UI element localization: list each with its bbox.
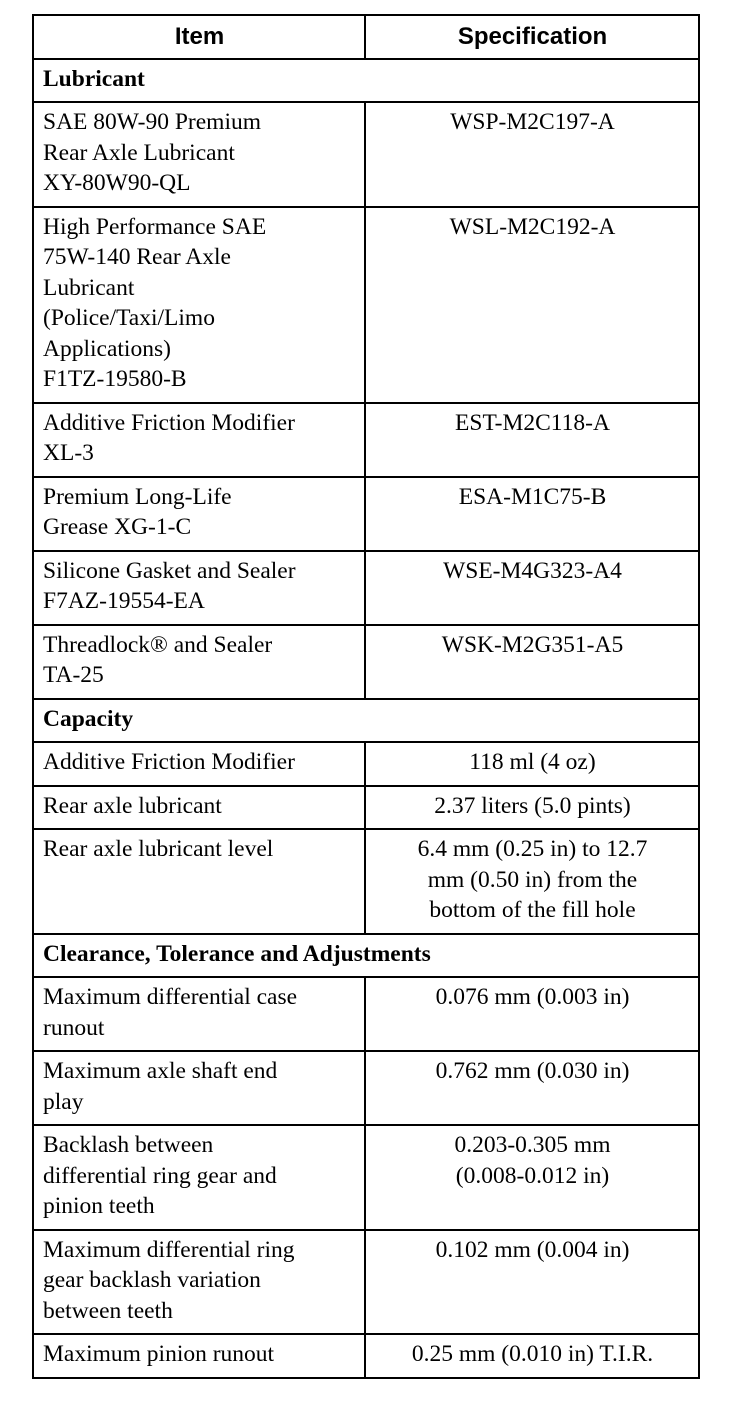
- header-row: [33, 15, 699, 59]
- table-row: [33, 625, 699, 699]
- item-cell: SAE 80W-90 Premium Rear Axle Lubricant XY-80W90-QL: [33, 102, 365, 207]
- specification-cell: 0.25 mm (0.010 in) T.I.R.: [365, 1334, 699, 1378]
- table-body: [33, 59, 699, 1378]
- table-row: [33, 1230, 699, 1335]
- table-row: [33, 207, 699, 403]
- item-cell: Maximum differential case runout: [33, 977, 365, 1051]
- item-cell: Maximum axle shaft end play: [33, 1051, 365, 1125]
- specification-cell: ESA-M1C75-B: [365, 477, 699, 551]
- item-cell: High Performance SAE 75W-140 Rear Axle Lubricant (Police/Taxi/Limo Applications) F1TZ-19580-B: [33, 207, 365, 403]
- table-row: [33, 1125, 699, 1230]
- table-row: [33, 551, 699, 625]
- specification-cell: 0.076 mm (0.003 in): [365, 977, 699, 1051]
- table-row: [33, 477, 699, 551]
- specification-cell: EST-M2C118-A: [365, 403, 699, 477]
- item-cell: Silicone Gasket and Sealer F7AZ-19554-EA: [33, 551, 365, 625]
- item-cell: Maximum differential ring gear backlash variation between teeth: [33, 1230, 365, 1335]
- item-cell: Rear axle lubricant: [33, 786, 365, 830]
- item-cell: Additive Friction Modifier XL-3: [33, 403, 365, 477]
- table-row: [33, 1334, 699, 1378]
- table-header: [33, 15, 699, 59]
- table-row: [33, 786, 699, 830]
- table-row: [33, 1051, 699, 1125]
- table-row: [33, 829, 699, 934]
- item-cell: Additive Friction Modifier: [33, 742, 365, 786]
- item-column-header: Item: [33, 15, 365, 59]
- specification-cell: 2.37 liters (5.0 pints): [365, 786, 699, 830]
- section-row-capacity: [33, 699, 699, 743]
- specification-cell: WSE-M4G323-A4: [365, 551, 699, 625]
- table-row: [33, 977, 699, 1051]
- section-row-clearance-tolerance-and-adjustments: [33, 934, 699, 978]
- table-row: [33, 403, 699, 477]
- table-row: [33, 742, 699, 786]
- specification-table: [32, 14, 700, 1379]
- specification-cell: WSP-M2C197-A: [365, 102, 699, 207]
- item-cell: Threadlock® and Sealer TA-25: [33, 625, 365, 699]
- specification-cell: WSK-M2G351-A5: [365, 625, 699, 699]
- item-cell: Rear axle lubricant level: [33, 829, 365, 934]
- specification-cell: 118 ml (4 oz): [365, 742, 699, 786]
- section-row-lubricant: [33, 59, 699, 103]
- table-row: [33, 102, 699, 207]
- specification-cell: 6.4 mm (0.25 in) to 12.7 mm (0.50 in) from the bottom of the fill hole: [365, 829, 699, 934]
- specification-cell: WSL-M2C192-A: [365, 207, 699, 403]
- section-title: Capacity: [33, 699, 699, 743]
- item-cell: Premium Long-Life Grease XG-1-C: [33, 477, 365, 551]
- section-title: Clearance, Tolerance and Adjustments: [33, 934, 699, 978]
- section-title: Lubricant: [33, 59, 699, 103]
- specification-cell: 0.102 mm (0.004 in): [365, 1230, 699, 1335]
- item-cell: Backlash between differential ring gear and pinion teeth: [33, 1125, 365, 1230]
- specification-column-header: Specification: [365, 15, 699, 59]
- specification-cell: 0.762 mm (0.030 in): [365, 1051, 699, 1125]
- item-cell: Maximum pinion runout: [33, 1334, 365, 1378]
- specification-cell: 0.203-0.305 mm (0.008-0.012 in): [365, 1125, 699, 1230]
